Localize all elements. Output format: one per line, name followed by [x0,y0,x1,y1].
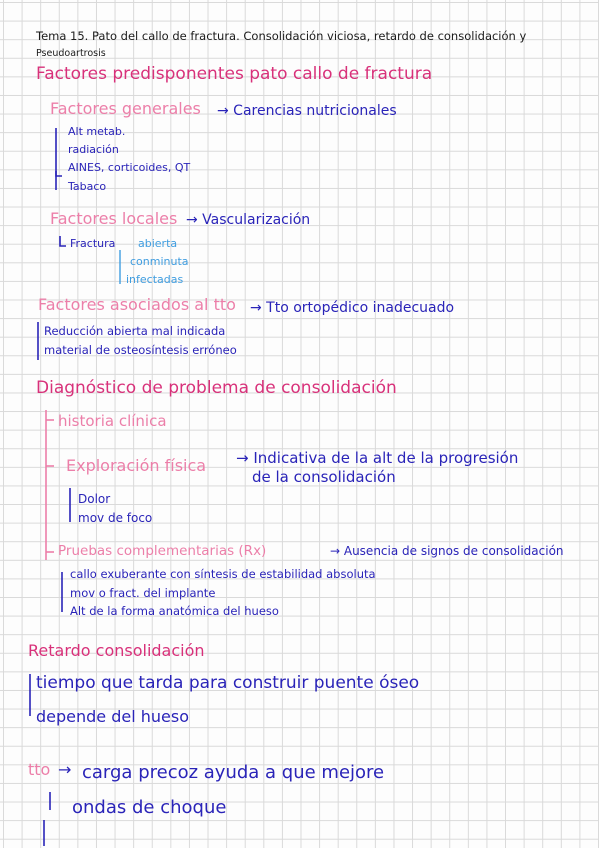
factores-generales-arrow-text: → Carencias nutricionales [217,103,397,119]
section-heading-factores-predisponentes: Factores predisponentes pato callo de fractura [36,64,433,84]
section-heading-retardo: Retardo consolidación [28,641,205,660]
pruebas-item-1: callo exuberante con síntesis de estabilidad absoluta [70,567,376,581]
pruebas-complementarias-label: Pruebas complementarias (Rx) [58,543,267,559]
generales-item-4: Tabaco [68,180,107,193]
asociados-item-1: Reducción abierta mal indicada [44,324,226,338]
factores-locales-label: Factores locales [50,209,178,228]
historia-clinica: historia clínica [58,412,167,430]
exploracion-item-mov-foco: mov de foco [78,511,153,525]
factores-generales-label: Factores generales [50,99,201,118]
pruebas-item-2: mov o fract. del implante [70,586,216,600]
tto-arrow: → [58,760,72,779]
generales-item-2: radiación [68,143,119,156]
exploracion-fisica-label: Exploración física [66,456,207,475]
exploracion-item-dolor: Dolor [78,492,111,506]
pruebas-arrow-text: → Ausencia de signos de consolidación [330,544,564,558]
pruebas-item-3: Alt de la forma anatómica del hueso [70,604,279,618]
section-heading-diagnostico: Diagnóstico de problema de consolidación [36,378,397,398]
tto-label: tto [28,760,51,779]
tto-line-2: ondas de choque [72,797,227,818]
retardo-item-1: tiempo que tarda para construir puente óseo [36,673,420,693]
exploracion-arrow-text-2: de la consolidación [252,468,396,486]
generales-item-3: AINES, corticoides, QT [68,161,191,174]
page-title-continued: Pseudoartrosis [36,48,106,59]
retardo-item-2: depende del hueso [36,707,190,726]
fractura-type-conminuta: conminuta [130,255,189,268]
asociados-item-2: material de osteosíntesis erróneo [44,343,237,357]
factores-asociados-label: Factores asociados al tto [38,295,236,314]
generales-item-1: Alt metab. [68,125,126,138]
fractura-type-infectadas: infectadas [126,273,184,286]
fractura-type-abierta: abierta [138,237,178,250]
tto-line-1: carga precoz ayuda a que mejore [82,762,385,783]
page-title: Tema 15. Pato del callo de fractura. Consolidación viciosa, retardo de consolidación y [36,29,527,43]
factores-locales-arrow-text: → Vascularización [186,212,311,228]
factores-asociados-arrow-text: → Tto ortopédico inadecuado [250,300,455,316]
exploracion-arrow-text: → Indicativa de la alt de la progresión [236,449,519,467]
fractura-label: Fractura [70,237,116,250]
